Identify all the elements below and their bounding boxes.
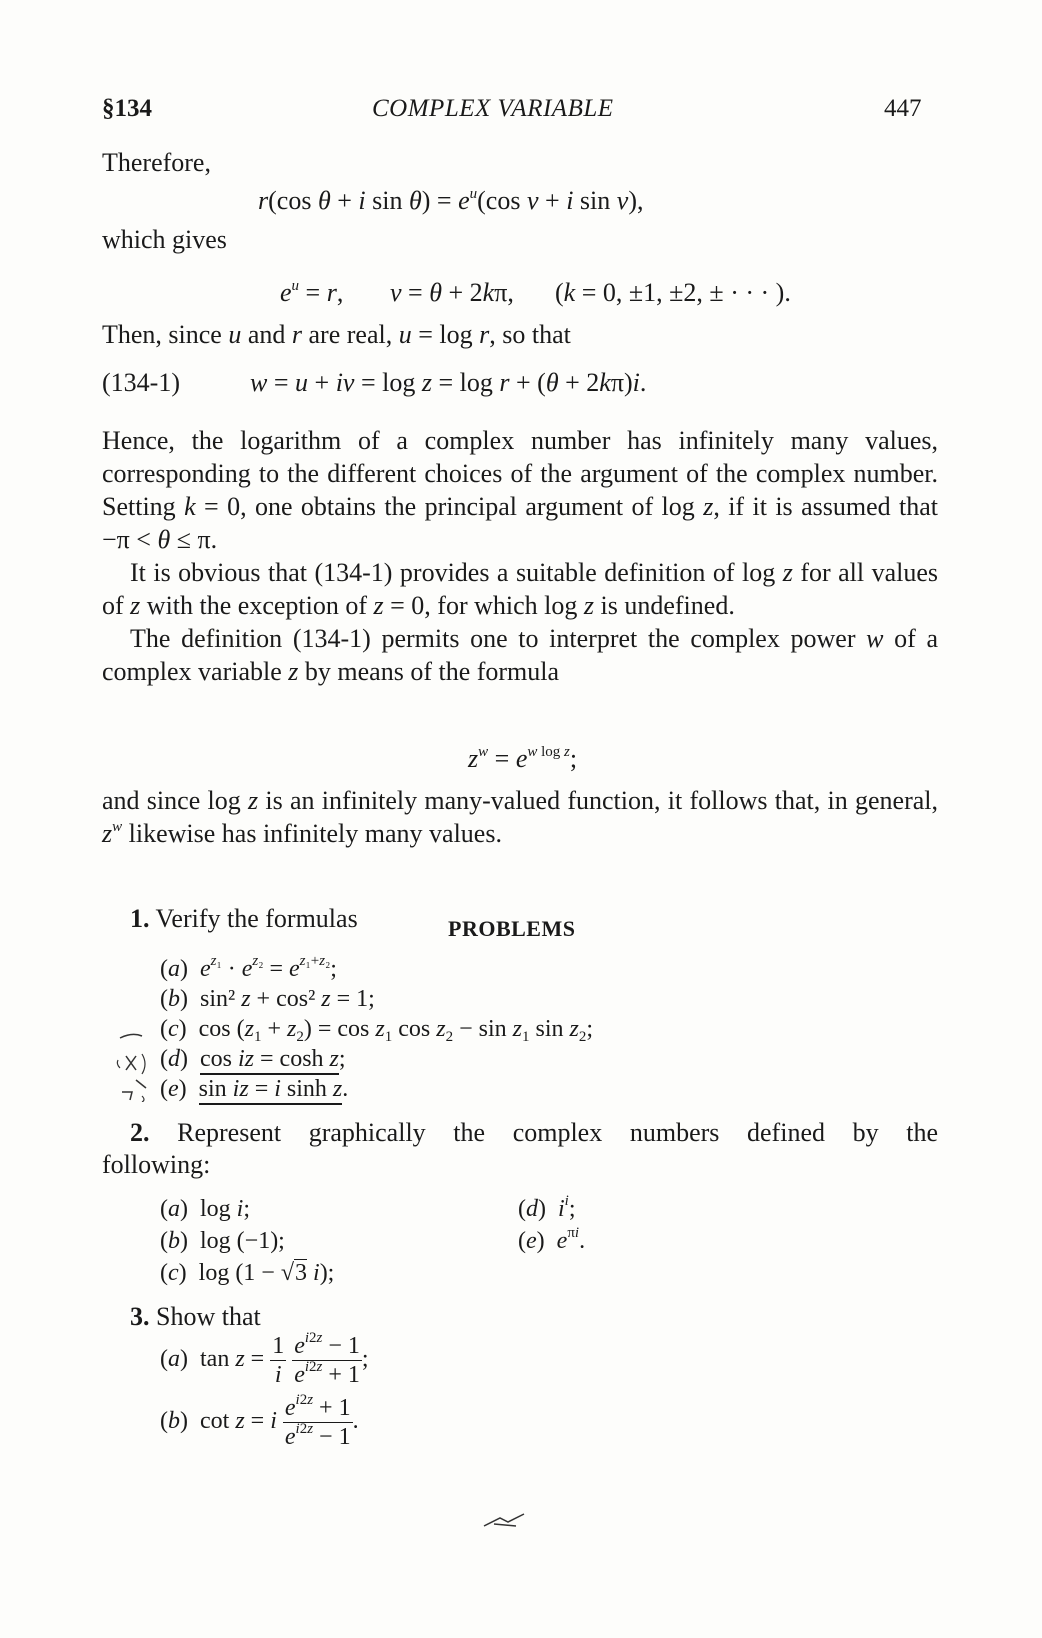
problem-2d: (d) $i^i$;	[518, 1193, 576, 1222]
equation-complex-power: $z^w = e^{w log z}$;	[468, 744, 578, 773]
problem-1a: (a) $e^{z_1} \cdot e^{z_2} = e^{z_1+z_2}$;	[160, 953, 337, 982]
paragraph-many-valued: and since log z is an infinitely many-valued function, it follows that, in general, $z^w$ likewise has infinitely many values.	[102, 786, 938, 848]
equation-modulus-argument: $e^u = r$,	[280, 278, 344, 307]
problem-3: 3. Show that	[130, 1302, 261, 1331]
equation-argument: v = θ + 2kπ,	[390, 278, 514, 307]
text-then: Then, since u and r are real, u = log r, so that	[102, 320, 571, 349]
problem-1d: (d) cos iz = cosh z;	[160, 1046, 346, 1073]
text-which-gives: which gives	[102, 225, 227, 254]
problem-1c: (c) $\cos (z_1 + z_2) = \cos z_1$ $\cos z_2 - \sin z_1$ $\sin z_2$;	[160, 1016, 594, 1045]
problem-1b: (b) sin² z + cos² z = 1;	[160, 986, 375, 1012]
handwritten-margin-mark	[112, 1030, 160, 1102]
section-number: §134	[102, 95, 152, 122]
equation-k-values: (k = 0, ±1, ±2, ± · · · ).	[555, 278, 791, 307]
problem-2b: (b) log (−1);	[160, 1228, 285, 1254]
problem-1: 1. Verify the formulas	[130, 904, 358, 933]
equation-log-definition: w = u + iv = log z = log r + (θ + 2kπ)i.	[250, 368, 647, 397]
problem-2a: (a) log i;	[160, 1196, 251, 1222]
problem-3a: (a) tan z = $\frac{1}{i}$ $\frac{e^{i2z} - 1}{e^{i2z} + 1}$ ;	[160, 1330, 369, 1388]
ornament-mark	[480, 1510, 530, 1530]
paragraph-infinitely-many: Hence, the logarithm of a complex number has infinitely many values, corresponding to the different choices of the argument of the complex number. Setting k = 0, one obtains the principal argument of log z, if it is assumed that −π < θ ≤ π. It is obvious that (134-1) provides a suitable definition of log z for all values of z with the exception of z = 0, for which log z is undefined. The definition (134-1) permits one to interpret the complex power w of a complex variable z by means of the formula	[102, 426, 939, 686]
running-title: COMPLEX VARIABLE	[372, 95, 614, 122]
problem-2e: (e) $e^{\pi i}$.	[518, 1225, 586, 1254]
equation-polar-form: r(cos θ + i $\sin \theta) = e^u(\cos$ v + i sin v),	[258, 186, 644, 215]
problem-1e: (e) sin iz = i sinh z.	[160, 1076, 348, 1103]
problem-2-line2: following:	[102, 1150, 211, 1179]
problem-3b: (b) cot z = i $\frac{e^{i2z} + 1}{e^{i2z} - 1}$ .	[160, 1392, 359, 1450]
problem-2c: (c) log (1 − √3 i);	[160, 1260, 335, 1286]
page-number: 447	[884, 95, 922, 122]
problem-2-line1: 2. Represent graphically the complex numbers defined by the	[130, 1118, 938, 1147]
text-therefore: Therefore,	[102, 148, 211, 177]
problems-heading: PROBLEMS	[448, 916, 576, 941]
equation-label-134-1: (134-1)	[102, 368, 180, 397]
